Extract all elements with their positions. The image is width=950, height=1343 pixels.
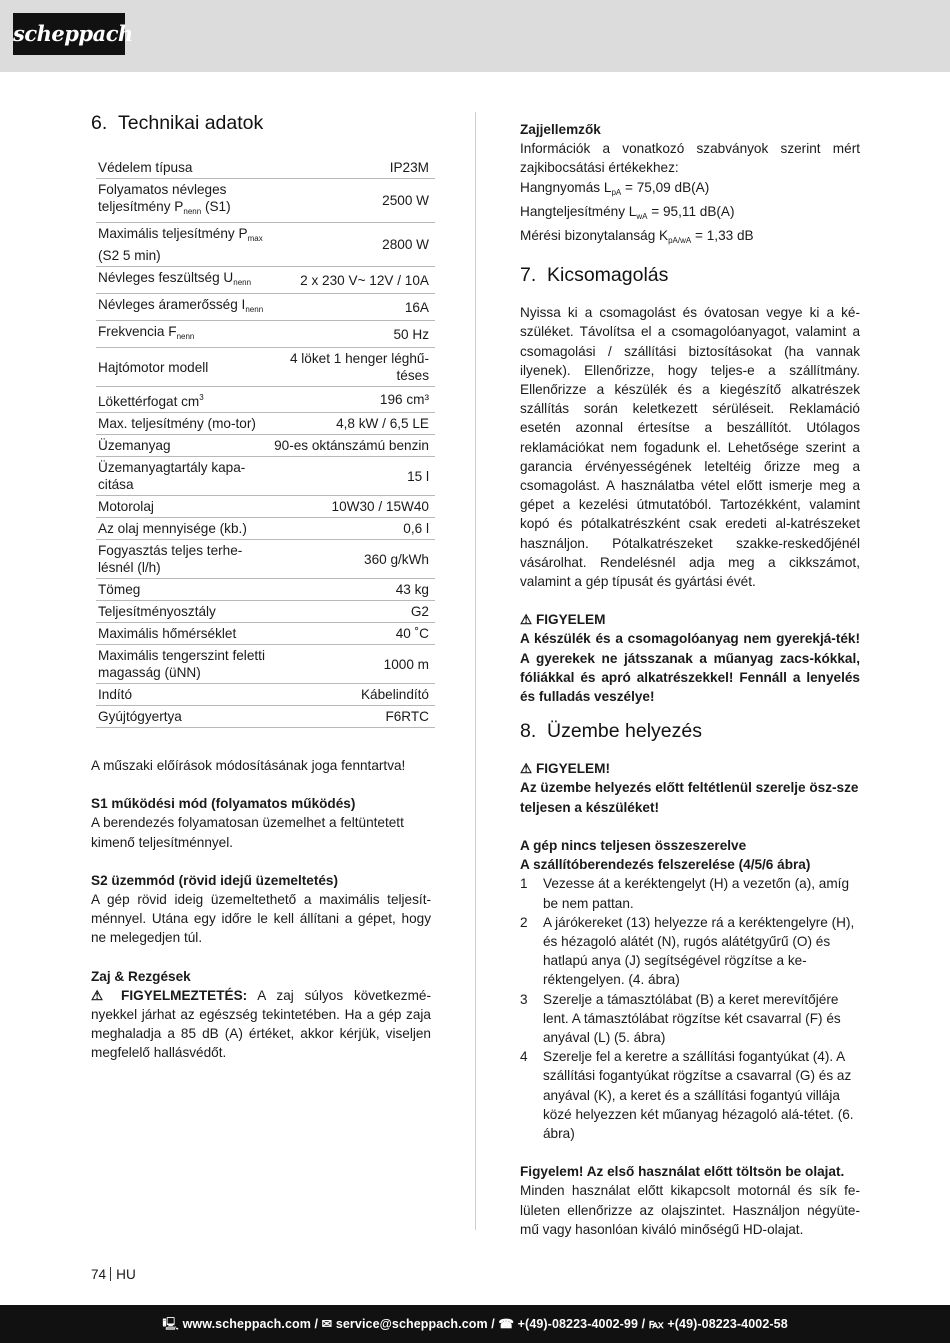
startup-warning-title: ⚠ FIGYELEM! xyxy=(520,761,610,777)
assembly-step xyxy=(520,990,860,1048)
spec-label: Névleges feszültség $U_{nenn}$ xyxy=(96,267,272,294)
spec-label: Indító xyxy=(96,684,272,706)
step-text: Szerelje fel a keretre a szállítási fogantyúkat (4). A szállítási fogantyúkat rögzítse a csavarral (G) és az anyával (K), a keret és a szállítási fogantyú villája közé helyezzen két műanyag hézagoló alá-tétet. (6. ábra) xyxy=(543,1049,854,1141)
spec-row xyxy=(96,267,435,294)
spec-value: 15 l xyxy=(272,457,435,496)
spec-label: Az olaj mennyisége (kb.) xyxy=(96,518,272,540)
spec-note: A műszaki előírások módosításának joga fenntartva! xyxy=(91,758,406,773)
monitor-icon: 🖳 xyxy=(162,1317,180,1331)
spec-label: Lökettérfogat $cm^3$ xyxy=(96,387,272,413)
assembly-step xyxy=(520,874,860,912)
header-bar xyxy=(0,0,950,72)
s1-heading: S1 működési mód (folyamatos működés) xyxy=(91,796,356,812)
unpacking-text: Nyissa ki a csomagolást és óvatosan vegye ki a ké-szüléket. Távolítsa el a csomagolóanyagot, valamint a csomagolási / szállítási biztosításokat (ha vannak ilyenek). Ellenőrizze, hogy teljes-e a szállítmány. Ellenőrizze a készülék és a kiegészítő alkatrészek szállítás során keletkezett sérüléseit. Reklamáció esetén azonnal értesítse a beszállítót. Utólagos reklamációkat nem fogadunk el. Lehetősége szerint a garancia érvényességének leteltéig őrizze meg a csomagolást. A használatba vétel előtt ismerje meg a gépet a kezelési útmutatóból. Tartozékként, valamint kopó és pótalkatrészként csak eredeti al-katrészeket használjon. Pótalkatrészeket szakke-reskedőjénél vásárolhat. Rendelésnél adja meg a cikkszámot, valamint a gép típusát és gyártási évét. xyxy=(520,305,860,590)
spec-label: Hajtómotor modell xyxy=(96,348,272,387)
step-text: A járókereket (13) helyezze rá a keréktengelyre (H), és hézagoló alátét (N), rugós alátétgyűrű (O) és hatlapú anya (J) segítségével rögzítse a ke-réktengelyen. (4. ábra) xyxy=(543,914,855,988)
step-number: 1 xyxy=(520,876,528,892)
k-line: Mérési bizonytalanság $K_{pA/wA} = 1,33$ dB xyxy=(520,228,754,246)
spec-value: 10W30 / 15W40 xyxy=(272,496,435,518)
spec-value: 90-es oktánszámú benzin xyxy=(272,435,435,457)
spec-label: Motorolaj xyxy=(96,496,272,518)
spec-label: Üzemanyag xyxy=(96,435,272,457)
step-number: 3 xyxy=(520,991,528,1007)
left-column xyxy=(91,112,431,1063)
spec-value: 43 kg xyxy=(272,579,435,601)
spec-label: Maximális hőmérséklet xyxy=(96,623,272,645)
spec-value: 2500 W xyxy=(272,179,435,223)
spec-row xyxy=(96,496,435,518)
column-divider xyxy=(475,112,476,1230)
spec-value: F6RTC xyxy=(272,706,435,728)
step-text: Szerelje a támasztólábat (B) a keret merevítőjére lent. A támasztólábat rögzítse két csavarral (F) és anyával (L) (5. ábra) xyxy=(543,991,841,1045)
spec-label: Frekvencia $F_{nenn}$ xyxy=(96,321,272,348)
spec-value: 196 cm³ xyxy=(272,387,435,413)
spec-row xyxy=(96,601,435,623)
spec-row xyxy=(96,684,435,706)
section-6-heading: 6. Technikai adatok xyxy=(91,112,264,134)
spec-label: Tömeg xyxy=(96,579,272,601)
spec-value: 4 löket 1 henger léghű-téses xyxy=(272,348,435,387)
spec-row xyxy=(96,387,435,413)
spec-label: Névleges áramerősség $I_{nenn}$ xyxy=(96,294,272,321)
spec-value: 1000 m xyxy=(272,645,435,684)
spec-value: G2 xyxy=(272,601,435,623)
right-column xyxy=(520,120,860,1239)
spec-value: IP23M xyxy=(272,159,435,179)
spec-label: Üzemanyagtartály kapa-citása xyxy=(96,457,272,496)
spec-label: Folyamatos névleges teljesítmény $P_{nenn}$ (S1) xyxy=(96,179,272,223)
spec-value: 2 x 230 V~ 12V / 10A xyxy=(272,267,435,294)
spec-row xyxy=(96,540,435,579)
spec-row xyxy=(96,435,435,457)
spec-value: 4,8 kW / 6,5 LE xyxy=(272,413,435,435)
spec-row xyxy=(96,294,435,321)
section-8-heading: 8. Üzembe helyezés xyxy=(520,720,702,743)
noise-values-intro: Információk a vonatkozó szabványok szerint mért zajkibocsátási értékekhez: xyxy=(520,141,860,176)
assembly-subheading: A gép nincs teljesen összeszerelve xyxy=(520,837,747,853)
page-number: 74 HU xyxy=(91,1267,136,1282)
spec-row xyxy=(96,457,435,496)
spec-row xyxy=(96,413,435,435)
spec-label: Maximális tengerszint feletti magasság (üNN) xyxy=(96,645,272,684)
spec-value: 2800 W xyxy=(272,223,435,267)
warning-label: ⚠ FIGYELMEZTETÉS: xyxy=(91,987,248,1003)
spec-label: Fogyasztás teljes terhe-lésnél (l/h) xyxy=(96,540,272,579)
spec-label: Védelem típusa xyxy=(96,159,272,179)
spec-value: 16A xyxy=(272,294,435,321)
spec-value: 50 Hz xyxy=(272,321,435,348)
spec-value: Kábelindító xyxy=(272,684,435,706)
spec-value: 360 g/kWh xyxy=(272,540,435,579)
lwa-line: Hangteljesítmény $L_{wA} = 95,11$ dB(A) xyxy=(520,203,735,221)
spec-label: Gyújtógyertya xyxy=(96,706,272,728)
oil-heading: Figyelem! Az első használat előtt töltsön be olajat. xyxy=(520,1164,845,1180)
lpa-line: Hangnyomás $L_{pA} = 75,09$ dB(A) xyxy=(520,179,710,197)
unpacking-warning-title: ⚠ FIGYELEM xyxy=(520,612,606,628)
spec-value: 40 ˚C xyxy=(272,623,435,645)
section-7-heading: 7. Kicsomagolás xyxy=(520,264,669,287)
spec-row xyxy=(96,348,435,387)
spec-row xyxy=(96,706,435,728)
step-text: Vezesse át a keréktengelyt (H) a vezetőn (a), amíg be nem pattan. xyxy=(543,876,850,911)
assembly-steps xyxy=(520,874,860,1143)
noise-heading: Zaj & Rezgések xyxy=(91,968,191,984)
spec-row xyxy=(96,645,435,684)
spec-row xyxy=(96,179,435,223)
spec-row xyxy=(96,579,435,601)
s1-text: A berendezés folyamatosan üzemelhet a feltüntetett kimenő teljesítménnyel. xyxy=(91,815,404,850)
footer-contact: www.scheppach.com / ✉ service@scheppach.com / ☎ +(49)-08223-4002-99 / ℻ +(49)-08223-4002-58 xyxy=(182,1317,788,1331)
unpacking-warning-text: A készülék és a csomagolóanyag nem gyerekjá-ték! A gyerekek ne játsszanak a műanyag zacs-kókkal, fóliákkal és apró alkatrészekkel! Fennáll a lenyelés és fulladás veszélye! xyxy=(520,631,860,705)
step-number: 2 xyxy=(520,914,528,930)
s2-text: A gép rövid ideig üzemeltethető a maximális teljesít-ménnyel. Utána egy időre le kell állítani a gépet, hogy ne melegedjen túl. xyxy=(91,892,431,946)
noise-values-heading: Zajjellemzők xyxy=(520,122,601,137)
spec-label: Teljesítményosztály xyxy=(96,601,272,623)
spec-row xyxy=(96,223,435,267)
footer-bar xyxy=(0,1305,950,1343)
tech-data-table xyxy=(96,159,435,728)
spec-row xyxy=(96,623,435,645)
transport-subheading: A szállítóberendezés felszerelése (4/5/6 ábra) xyxy=(520,857,811,873)
startup-warning-text: Az üzembe helyezés előtt feltétlenül szerelje ösz-sze teljesen a készüléket! xyxy=(520,780,859,815)
noise-warning: ⚠ FIGYELMEZTETÉS: A zaj súlyos következmé-nyekkel járhat az egészség tekintetében. Ha a gép zaja meghaladja a 85 dB (A) értéket, akkor kérjük, viseljen megfelelő hallásvédőt. xyxy=(91,987,432,1061)
spec-row xyxy=(96,518,435,540)
spec-label: Maximális teljesítmény $P_{max}$ (S2 5 min) xyxy=(96,223,272,267)
s2-heading: S2 üzemmód (rövid idejű üzemeltetés) xyxy=(91,872,339,888)
assembly-step xyxy=(520,1047,860,1143)
spec-label: Max. teljesítmény (mo-tor) xyxy=(96,413,272,435)
scheppach-logo: scheppach xyxy=(13,13,125,55)
spec-row xyxy=(96,321,435,348)
spec-row xyxy=(96,159,435,179)
assembly-step xyxy=(520,913,860,990)
step-number: 4 xyxy=(520,1049,528,1065)
spec-value: 0,6 l xyxy=(272,518,435,540)
oil-text: Minden használat előtt kikapcsolt motornál és sík fe-lületen ellenőrizze az olajszintet. Használjon négyüte-mű vagy hasonlóan kiváló minőségű HD-olajat. xyxy=(520,1183,860,1237)
